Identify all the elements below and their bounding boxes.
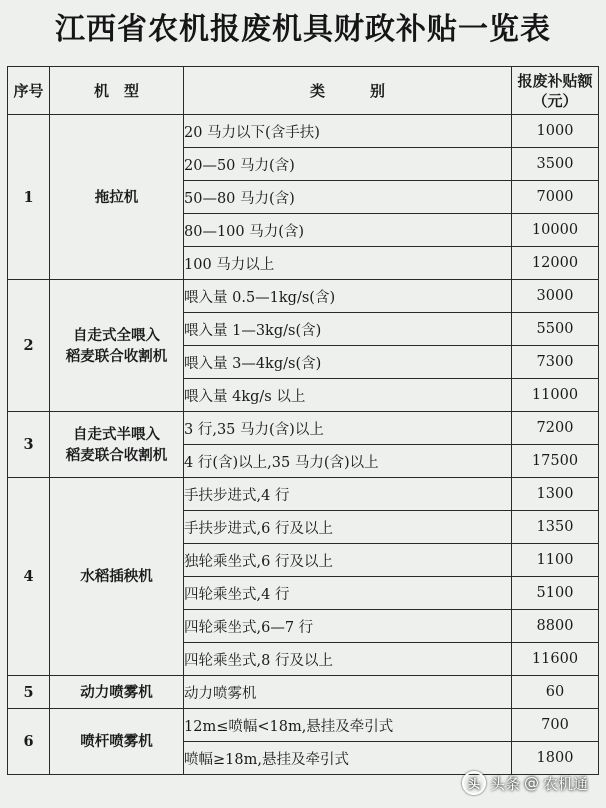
category-cell: 动力喷雾机 <box>184 676 512 709</box>
category-cell: 50—80 马力(含) <box>184 181 512 214</box>
amount-cell: 1300 <box>512 478 599 511</box>
category-cell: 喂入量 3—4kg/s(含) <box>184 346 512 379</box>
watermark-name: 农机通 <box>542 774 588 793</box>
category-cell: 4 行(含)以上,35 马力(含)以上 <box>184 445 512 478</box>
seq-cell: 1 <box>8 115 50 280</box>
amount-cell: 12000 <box>512 247 599 280</box>
amount-cell: 3000 <box>512 280 599 313</box>
category-cell: 手扶步进式,4 行 <box>184 478 512 511</box>
amount-cell: 10000 <box>512 214 599 247</box>
model-line: 水稻插秧机 <box>80 568 153 585</box>
model-cell <box>50 280 184 412</box>
model-cell <box>50 709 184 775</box>
category-cell: 四轮乘坐式,6—7 行 <box>184 610 512 643</box>
amount-cell: 1000 <box>512 115 599 148</box>
model-line: 稻麦联合收割机 <box>65 347 168 365</box>
seq-cell: 4 <box>8 478 50 676</box>
amount-cell: 5500 <box>512 313 599 346</box>
seq-cell: 5 <box>8 676 50 709</box>
amount-cell: 17500 <box>512 445 599 478</box>
category-cell: 100 马力以上 <box>184 247 512 280</box>
watermark-at: @ <box>523 774 539 792</box>
header-amount-line2: （元） <box>532 91 578 110</box>
toutiao-avatar-icon: 头 <box>462 771 486 795</box>
seq-cell: 6 <box>8 709 50 775</box>
table-header-row <box>8 67 599 115</box>
model-line: 动力喷雾机 <box>80 683 153 701</box>
amount-cell: 3500 <box>512 148 599 181</box>
amount-cell: 5100 <box>512 577 599 610</box>
category-cell: 手扶步进式,6 行及以上 <box>184 511 512 544</box>
category-cell: 20—50 马力(含) <box>184 148 512 181</box>
watermark <box>462 768 588 798</box>
amount-cell: 1350 <box>512 511 599 544</box>
watermark-prefix: 头条 <box>489 774 520 793</box>
header-amount <box>512 67 599 115</box>
category-cell: 80—100 马力(含) <box>184 214 512 247</box>
amount-cell: 11000 <box>512 379 599 412</box>
header-category: 类 别 <box>184 67 512 115</box>
header-amount-line1: 报废补贴额 <box>517 71 593 90</box>
category-cell: 独轮乘坐式,6 行及以上 <box>184 544 512 577</box>
table-row <box>8 478 599 511</box>
model-cell <box>50 676 184 709</box>
model-line: 稻麦联合收割机 <box>65 446 168 464</box>
header-seq: 序号 <box>8 67 50 115</box>
amount-cell: 11600 <box>512 643 599 676</box>
model-line: 喷杆喷雾机 <box>80 733 153 750</box>
seq-cell: 3 <box>8 412 50 478</box>
amount-cell: 700 <box>512 709 599 742</box>
category-cell: 喂入量 4kg/s 以上 <box>184 379 512 412</box>
amount-cell: 7000 <box>512 181 599 214</box>
amount-cell: 8800 <box>512 610 599 643</box>
model-line: 拖拉机 <box>94 188 139 206</box>
category-cell: 喂入量 0.5—1kg/s(含) <box>184 280 512 313</box>
category-cell: 喂入量 1—3kg/s(含) <box>184 313 512 346</box>
amount-cell: 7200 <box>512 412 599 445</box>
model-cell <box>50 115 184 280</box>
category-cell: 12m≤喷幅<18m,悬挂及牵引式 <box>184 709 512 742</box>
header-model: 机 型 <box>50 67 184 115</box>
category-cell: 四轮乘坐式,8 行及以上 <box>184 643 512 676</box>
amount-cell: 7300 <box>512 346 599 379</box>
category-cell: 3 行,35 马力(含)以上 <box>184 412 512 445</box>
amount-cell: 60 <box>512 676 599 709</box>
table-row <box>8 280 599 313</box>
table-row <box>8 115 599 148</box>
category-cell: 喷幅≥18m,悬挂及牵引式 <box>184 742 512 775</box>
seq-cell: 2 <box>8 280 50 412</box>
table-row <box>8 412 599 445</box>
table-row <box>8 709 599 742</box>
amount-cell: 1800 <box>512 742 599 775</box>
table-body <box>8 115 599 775</box>
subsidy-table <box>7 66 599 775</box>
model-cell <box>50 478 184 676</box>
model-line: 自走式半喂入 <box>73 425 160 443</box>
model-line: 自走式全喂入 <box>73 326 160 344</box>
model-cell <box>50 412 184 478</box>
category-cell: 四轮乘坐式,4 行 <box>184 577 512 610</box>
amount-cell: 1100 <box>512 544 599 577</box>
table-row <box>8 676 599 709</box>
page-title: 江西省农机报废机具财政补贴一览表 <box>55 12 551 47</box>
category-cell: 20 马力以下(含手扶) <box>184 115 512 148</box>
